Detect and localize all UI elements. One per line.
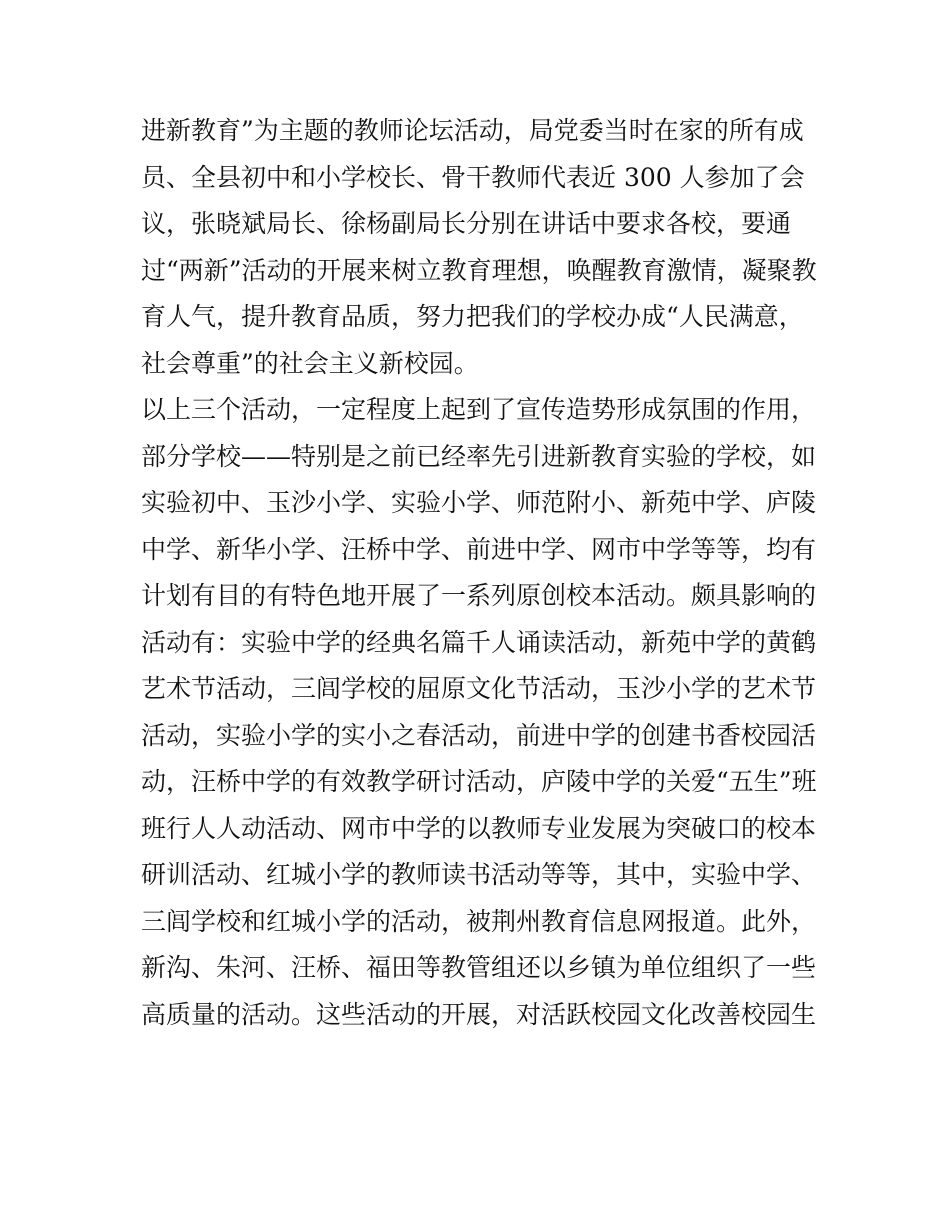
text-line: 班行人人动活动、网市中学的以教师专业发展为突破口的校本 [141, 813, 817, 843]
text-line: 新沟、朱河、汪桥、福田等教管组还以乡镇为单位组织了一些 [141, 953, 817, 982]
text-line: 实验初中、玉沙小学、实验小学、师范附小、新苑中学、庐陵 [141, 488, 817, 517]
text-line: 部分学校——特别是之前已经率先引进新教育实验的学校，如 [141, 441, 817, 471]
body-text [141, 108, 821, 1038]
text-line: 中学、新华小学、汪桥中学、前进中学、网市中学等等，均有 [141, 534, 817, 564]
text-line: 动，汪桥中学的有效教学研讨活动，庐陵中学的关爱“五生”班 [141, 767, 817, 796]
text-line: 活动有：实验中学的经典名篇千人诵读活动，新苑中学的黄鹤 [141, 627, 817, 657]
text-line: 高质量的活动。这些活动的开展，对活跃校园文化改善校园生 [141, 999, 817, 1029]
text-line: 研训活动、红城小学的教师读书活动等等，其中，实验中学、 [141, 860, 817, 889]
text-line: 以上三个活动，一定程度上起到了宣传造势形成氛围的作用， [141, 395, 817, 424]
text-line: 艺术节活动，三闾学校的屈原文化节活动，玉沙小学的艺术节 [141, 674, 817, 703]
text-line: 育人气，提升教育品质，努力把我们的学校办成“人民满意， [141, 302, 804, 331]
text-line: 社会尊重”的社会主义新校园。 [141, 348, 479, 378]
text-line: 计划有目的有特色地开展了一系列原创校本活动。颇具影响的 [141, 581, 817, 610]
text-line: 活动，实验小学的实小之春活动，前进中学的创建书香校园活 [141, 720, 817, 750]
text-line: 员、全县初中和小学校长、骨干教师代表近 300 人参加了会 [141, 162, 805, 192]
text-line: 议，张晓斌局长、徐杨副局长分别在讲话中要求各校，要通 [141, 209, 792, 238]
text-line: 进新教育”为主题的教师论坛活动，局党委当时在家的所有成 [141, 116, 804, 145]
text-line: 三闾学校和红城小学的活动，被荆州教育信息网报道。此外， [141, 906, 817, 936]
text-line: 过“两新”活动的开展来树立教育理想，唤醒教育激情，凝聚教 [141, 255, 817, 285]
